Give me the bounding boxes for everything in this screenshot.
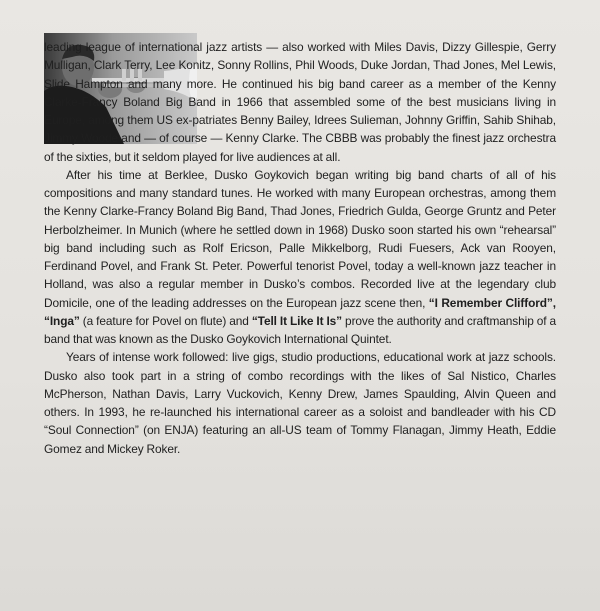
photo-wrap-spacer (0, 38, 44, 146)
album-title-bold: “I Remember Clifford”, “Inga” (44, 295, 556, 328)
paragraph-text: leading league of international jazz artists — also worked with Miles Davis, Dizzy Gillespie, Gerry Mulligan, Clark Terry, Lee Konitz, Sonny Rollins, Phil Woods, Duke Jordan, Thad Jones, Mel Lewis, Slide Hampton and many more. He continued his big band career as a member of the Kenny Clarke-Francy Boland Big Band in 1966 that assembled some of the best musicians living in Europe, among them US ex-patriates Benny Bailey, Idrees Sulieman, Johnny Griffin, Sahib Shihab, Jimmy Woode and — of course — Kenny Clarke. The CBBB was probably the finest jazz orchestra of the sixties, but it seldom played for live audiences at all. (44, 40, 556, 164)
paragraph-2 (44, 166, 556, 349)
album-title-bold: “Tell It Like It Is” (251, 313, 343, 328)
paragraph-text: (a feature for Povel on flute) and (79, 313, 252, 328)
paragraph-text: Years of intense work followed: live gigs, studio productions, educational work at jazz schools. Dusko also took part in a string of combo recordings with the likes of Sal Nistico, Charles McPherson, Nathan Davis, Larry Vuckovich, Kenny Drew, James Spaulding, Alvin Queen and others. In 1993, he re-launched his international career as a soloist and bandleader with his CD “Soul Connection” (on ENJA) featuring an all-US team of Tommy Flanagan, Jimmy Heath, Eddie Gomez and Mickey Roker. (44, 350, 556, 456)
paragraph-1 (44, 38, 556, 166)
paragraph-3 (44, 348, 556, 458)
paragraph-text: After his time at Berklee, Dusko Goykovich began writing big band charts of all of his compositions and many standard tunes. He worked with many European orchestras, among them the Kenny Clarke-Francy Boland Big Band, Thad Jones, Friedrich Gulda, George Gruntz and Peter Herbolzheimer. In Munich (where he settled down in 1968) Dusko soon started his own “rehearsal” big band including such as Rolf Ericson, Palle Mikkelborg, Rudi Fuesers, Ack van Rooyen, Ferdinand Povel, and Frank St. Peter. Powerful tenorist Povel, today a well-known jazz teacher in Holland, was also a regular member in Dusko’s combos. Recorded live at the legendary club Domicile, one of the leading addresses on the European jazz scene then, (44, 167, 556, 310)
article-body (44, 38, 556, 458)
paragraph-text: prove the authority and craftmanship of a band that was known as the Dusko Goykovich International Quintet. (44, 313, 556, 346)
